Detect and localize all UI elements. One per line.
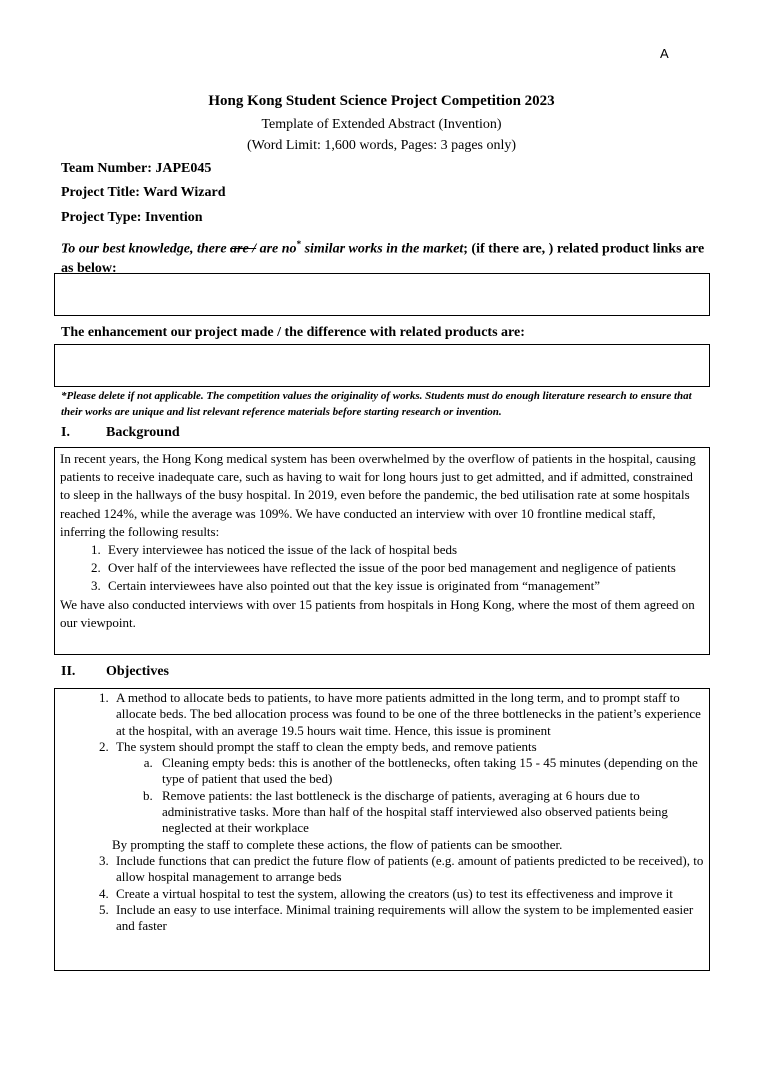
related-links-box (54, 273, 710, 316)
knowledge-part4: ; (if there are, ) related product links are as below: (61, 241, 705, 276)
word-limit: (Word Limit: 1,600 words, Pages: 3 pages only) (246, 138, 517, 153)
background-closing: We have also conducted interviews with over 15 patients from hospitals in Hong Kong, where the most of them agreed on our viewpoint. (60, 596, 695, 630)
list-item: 3. Certain interviewees have also pointed out that the key issue is originated from “management” (104, 577, 704, 595)
enhancement-box (54, 344, 710, 387)
list-item: b. Remove patients: the last bottleneck is the discharge of patients, averaging at 6 hours due to administrative tasks. More than half of the hospital staff interviewed also observed patients being neglected at their workplace (156, 788, 704, 837)
list-item: 1. Every interviewee has noticed the issue of the lack of hospital beds (104, 541, 704, 559)
background-intro: In recent years, the Hong Kong medical system has been overwhelmed by the overflow of patients in the hospital, causing patients to receive inadequate care, such as having to wait for long hours just to get admitted, and if admitted, constrained to sleep in the hallways of the busy hospital. In 2019, even before the pandemic, the bed utilisation rate at some hospitals reached 124%, while the average was 109%. We have conducted an interview with over 10 frontline medical staff, inferring the following results: (60, 451, 696, 539)
objectives-list (60, 690, 704, 837)
objectives-heading (61, 664, 169, 680)
project-type: Project Type: Invention (61, 210, 203, 225)
objectives-list-continued (60, 853, 704, 934)
objectives-number: II. (61, 664, 76, 679)
list-item: 3. Include functions that can predict the future flow of patients (e.g. amount of patients predicted to be received), to allow hospital management to arrange beds (112, 853, 704, 886)
list-item: 1. A method to allocate beds to patients, to have more patients admitted in the long term, and to prompt staff to allocate beds. The bed allocation process was found to be one of the three bottlenecks in the patient’s experience at the hospital, with an average 19.5 hours wait time. Hence, this issue is prominent (112, 690, 704, 739)
objective-2-sublist (116, 755, 704, 836)
document-title: Hong Kong Student Science Project Competition 2023 (208, 93, 555, 109)
knowledge-struck: are / (230, 241, 257, 257)
document-subtitle: Template of Extended Abstract (Invention) (261, 117, 502, 132)
objective-2-text: The system should prompt the staff to clean the empty beds, and remove patients (116, 738, 537, 754)
background-list (60, 541, 704, 596)
background-heading-text: Background (106, 425, 180, 440)
project-title: Project Title: Ward Wizard (61, 185, 226, 200)
objectives-mid-text: By prompting the staff to complete these actions, the flow of patients can be smoother. (112, 836, 563, 852)
knowledge-part2: are no (256, 241, 297, 257)
originality-note: *Please delete if not applicable. The competition values the originality of works. Students must do enough literature research to ensure that their works are unique and list relevant reference materials before starting research or invention. (61, 390, 692, 418)
list-item (112, 739, 704, 837)
background-box (54, 447, 710, 655)
knowledge-part3: similar works in the market (301, 241, 464, 257)
list-item: 4. Create a virtual hospital to test the system, allowing the creators (us) to test its effectiveness and improve it (112, 886, 704, 902)
knowledge-asterisk: * (296, 239, 302, 249)
list-item: a. Cleaning empty beds: this is another of the bottlenecks, often taking 15 - 45 minutes (depending on the type of patient that used the bed) (156, 755, 704, 788)
enhancement-label: The enhancement our project made / the difference with related products are: (61, 325, 525, 340)
objectives-heading-text: Objectives (106, 664, 169, 679)
list-item: 5. Include an easy to use interface. Minimal training requirements will allow the system to be implemented easier and faster (112, 902, 704, 935)
list-item: 2. Over half of the interviewees have reflected the issue of the poor bed management and negligence of patients (104, 559, 704, 577)
knowledge-statement (61, 235, 711, 278)
team-number: Team Number: JAPE045 (61, 161, 212, 176)
objectives-box (54, 688, 710, 971)
background-number: I. (61, 425, 70, 440)
background-heading (61, 425, 180, 441)
knowledge-part1: To our best knowledge, there (61, 241, 231, 257)
page-letter: A (660, 46, 669, 61)
